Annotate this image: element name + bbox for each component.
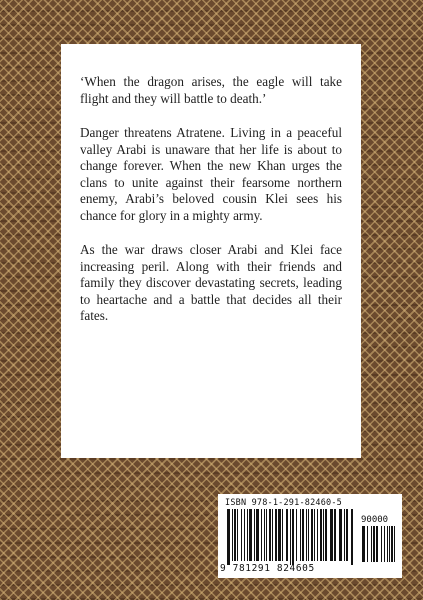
barcode-bar — [237, 509, 238, 561]
barcode-bar — [334, 509, 336, 561]
barcode-bar — [311, 509, 313, 561]
barcode-bar — [373, 526, 375, 562]
barcode-bar — [286, 509, 288, 561]
barcode-box — [218, 494, 402, 578]
barcode-bar — [261, 509, 262, 561]
barcode-bar — [296, 509, 297, 561]
barcode-bar — [317, 509, 318, 561]
barcode-icon — [225, 509, 357, 565]
barcode-bar — [247, 509, 248, 561]
barcode-bar — [344, 509, 345, 561]
barcode-bar — [290, 509, 291, 565]
barcode-bar — [244, 509, 245, 561]
barcode-bar — [302, 509, 304, 561]
barcode-bar — [282, 509, 283, 561]
barcode-bar — [241, 509, 242, 561]
barcode-bar — [292, 509, 294, 565]
ean-digits: 9 781291 824605 — [220, 563, 315, 574]
barcode-bar — [389, 526, 390, 562]
blurb-paragraph-2: As the war draws closer Arabi and Klei face increasing peril. Along with their friends and family they discover devastating secrets, leading to heartache and a battle that decides all their fates. — [80, 242, 342, 323]
barcode-bar — [320, 509, 322, 561]
barcode-bar — [346, 509, 348, 561]
barcode-bar — [266, 509, 267, 561]
barcode-bar — [325, 509, 327, 561]
barcode-bar — [256, 509, 259, 561]
barcode-addon-icon — [360, 526, 398, 566]
barcode-bar — [269, 509, 271, 561]
isbn-label: ISBN 978-1-291-82460-5 — [225, 498, 342, 508]
barcode-bar — [387, 526, 388, 562]
barcode-bar — [371, 526, 372, 562]
barcode-bar — [264, 509, 265, 561]
barcode-bar — [394, 526, 395, 562]
barcode-bar — [330, 509, 333, 561]
barcode-bar — [272, 509, 273, 561]
barcode-bar — [339, 509, 342, 561]
barcode-bar — [234, 509, 236, 561]
barcode-bar — [323, 509, 324, 561]
blurb-quote: ‘When the dragon arises, the eagle will take flight and they will battle to death.’ — [80, 74, 342, 106]
barcode-bar — [391, 526, 393, 562]
barcode-bar — [278, 509, 281, 561]
barcode-bar — [376, 526, 378, 562]
barcode-bar — [275, 509, 277, 561]
barcode-bar — [367, 526, 368, 562]
barcode-bar — [308, 509, 309, 561]
blurb-paragraph-1: Danger threatens Atratene. Living in a peaceful valley Arabi is unaware that her life is about to change forever. When the new Khan urges the clans to unite against their fearsome northern enemy, Arabi’s beloved cousin Klei sees his chance for glory in a mighty army. — [80, 125, 342, 223]
barcode-bar — [362, 526, 365, 562]
barcode-bar — [351, 509, 353, 565]
barcode-bar — [314, 509, 315, 561]
barcode-bar — [254, 509, 255, 561]
barcode-bar — [306, 509, 307, 561]
blurb-panel — [61, 44, 361, 458]
barcode-bar — [300, 509, 301, 561]
barcode-bar — [249, 509, 252, 561]
barcode-bar — [384, 526, 385, 562]
price-code-label: 90000 — [361, 515, 389, 525]
barcode-bar — [232, 509, 233, 561]
barcode-bar — [381, 526, 382, 562]
barcode-bar — [227, 509, 230, 565]
